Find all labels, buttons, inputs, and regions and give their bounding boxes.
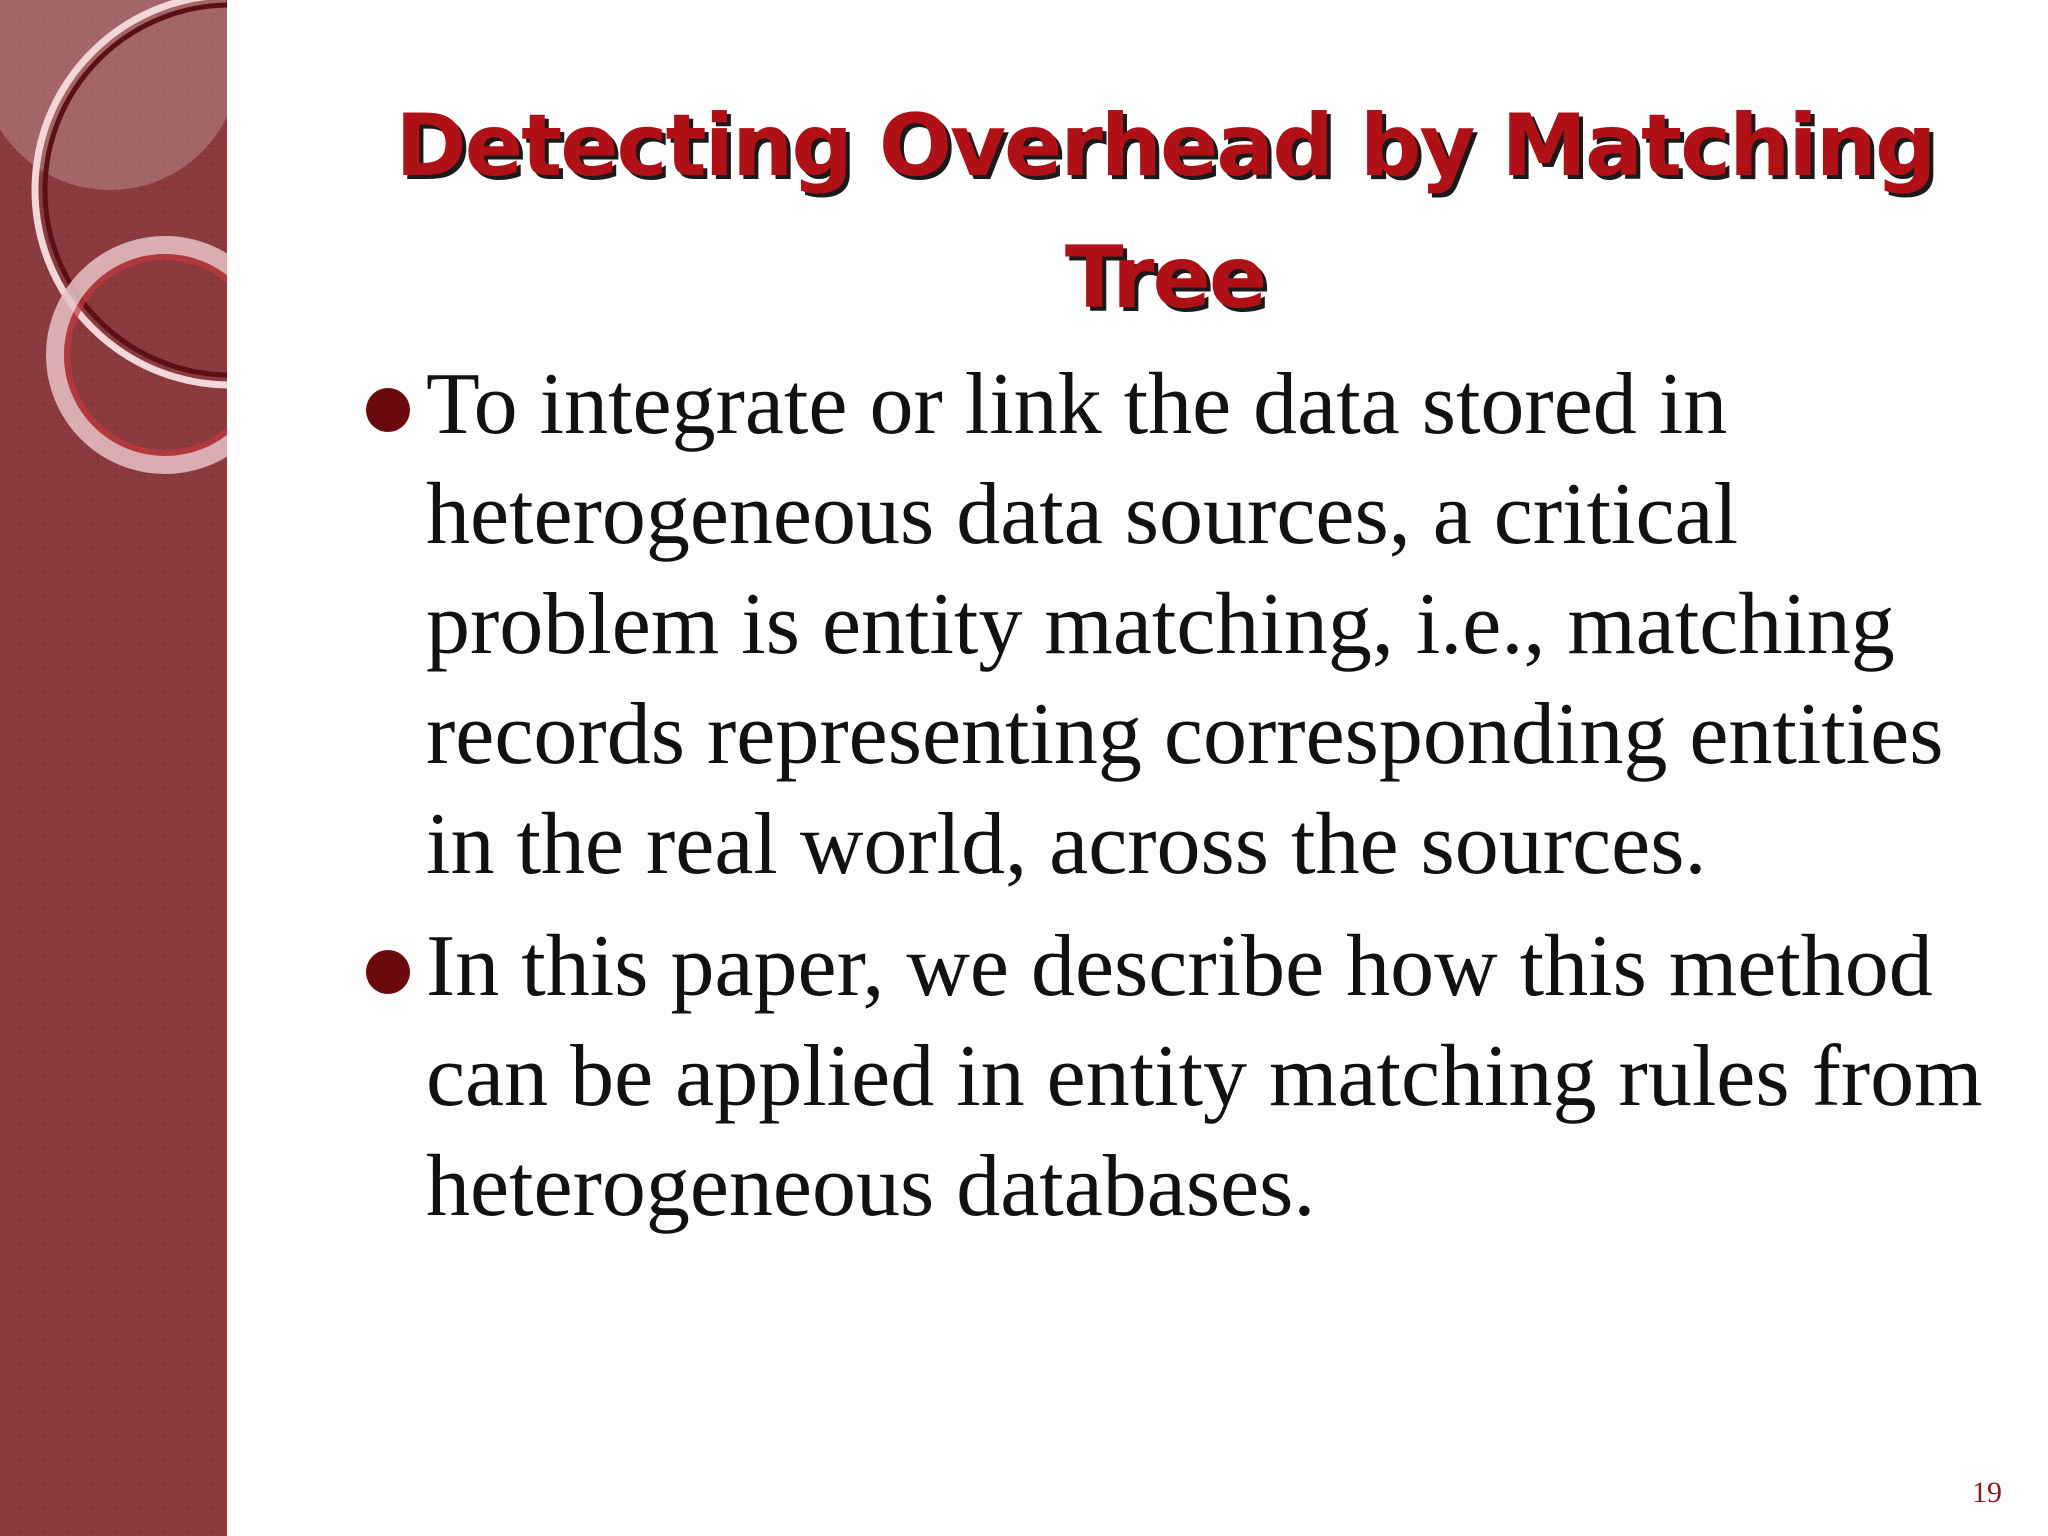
- bullet-list: [360, 350, 2000, 1254]
- slide-number: 19: [1972, 1476, 2002, 1509]
- bullet-dot-icon: [366, 388, 410, 432]
- bullet-text: In this paper, we describe how this method can be applied in entity matching rules from heterogeneous databases.: [426, 918, 1983, 1235]
- decorative-rings-graphic: [0, 0, 227, 1536]
- bullet-item: [360, 912, 2000, 1242]
- bullet-item: [360, 350, 2000, 900]
- bullet-text: To integrate or link the data stored in heterogeneous data sources, a critical problem is entity matching, i.e., matching records representing corresponding entities in the real world, across the sources.: [426, 356, 1944, 893]
- decorative-sidebar: [0, 0, 227, 1536]
- slide-title: Detecting Overhead by Matching Tree: [395, 96, 1935, 328]
- bullet-dot-icon: [366, 950, 410, 994]
